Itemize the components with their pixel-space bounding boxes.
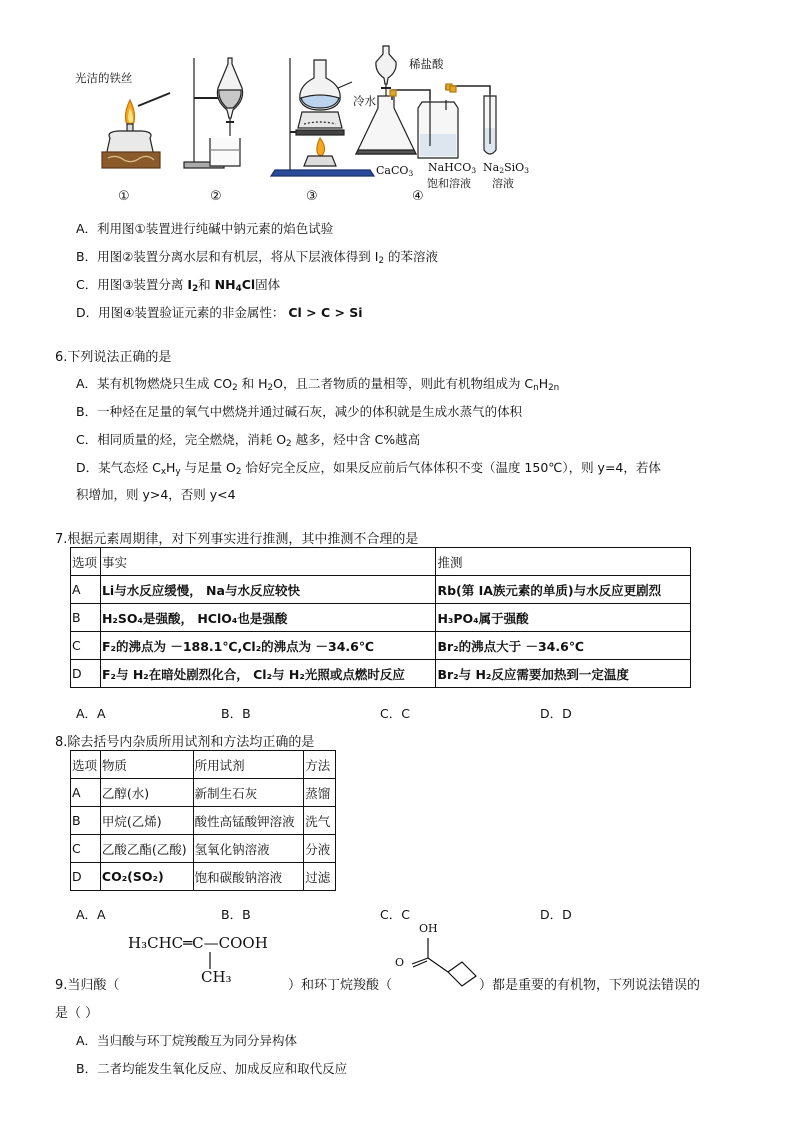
q7-table (70, 547, 691, 688)
table-row (71, 604, 691, 632)
q8-option-b: B．B (221, 907, 251, 922)
table-row (71, 576, 691, 604)
cyclobutane-carboxylic-acid-structure (402, 934, 482, 989)
q9-option-a: A．当归酸与环丁烷羧酸互为同分异构体 (76, 1033, 298, 1048)
q5-option-a: A．利用图①装置进行纯碱中钠元素的焰色试验 (76, 221, 334, 236)
table-cell: 乙酸乙酯(乙酸) (100, 835, 193, 863)
q5-option-b: B．用图②装置分离水层和有机层，将从下层液体得到 $I_2$ 的苯溶液 (76, 249, 439, 267)
table-cell: 分液 (304, 835, 336, 863)
angelic-acid-methyl: CH₃ (201, 968, 232, 986)
table-cell: 饱和碳酸钠溶液 (193, 863, 304, 891)
table-cell: A (71, 576, 101, 604)
q8-option-c: C．C (380, 907, 410, 922)
q9-option-b: B．二者均能发生氧化反应、加成反应和取代反应 (76, 1061, 348, 1076)
label-caco3: CaCO$_3$ (376, 164, 414, 178)
table-cell: CO₂(SO₂) (100, 863, 193, 891)
q7-option-d: D．D (540, 706, 572, 721)
q7-option-b: B．B (221, 706, 251, 721)
table-header-cell: 方法 (304, 751, 336, 779)
table-cell: C (71, 835, 101, 863)
q5-option-d: D．用图④装置验证元素的非金属性： Cl > C > Si (76, 305, 363, 320)
table-header-cell: 推测 (436, 548, 691, 576)
q6-option-d: D．某气态烃 $C_xH_y$ 与足量 $O_2$ 恰好完全反应，如果反应前后气体体积不变（温度 150℃），则 y=4，若体 (76, 460, 661, 478)
q8-stem: 8.除去括号内杂质所用试剂和方法均正确的是 (55, 735, 315, 750)
table-cell: 蒸馏 (304, 779, 336, 807)
table-cell: F₂与 H₂在暗处剧烈化合， Cl₂与 H₂光照或点燃时反应 (100, 660, 436, 688)
label-na2sio3-desc: 溶液 (492, 177, 514, 190)
table-header-cell: 选项 (71, 751, 101, 779)
table-row (71, 807, 336, 835)
label-cold-water: 冷水 (353, 94, 376, 108)
table-cell: 新制生石灰 (193, 779, 304, 807)
structure-o-label: O (395, 956, 405, 969)
table-cell: 洗气 (304, 807, 336, 835)
angelic-acid-formula: H₃CHC═C—COOH (128, 934, 268, 952)
label-iron-wire: 光洁的铁丝 (75, 71, 133, 85)
q5-option-c: C．用图③装置分离 $I_2$和 $NH_4Cl$固体 (76, 277, 281, 295)
table-cell: B (71, 807, 101, 835)
table-cell: H₃PO₄属于强酸 (436, 604, 691, 632)
q6-option-a: A．某有机物燃烧只生成 $CO_2$ 和 $H_2O$，且二者物质的量相等，则此有机物组成为 $C_nH_{2n}$ (76, 376, 560, 394)
label-nahco3: NaHCO$_3$ (428, 161, 477, 175)
table-header-row (71, 548, 691, 576)
q8-option-a: A．A (76, 907, 106, 922)
table-cell: Br₂与 H₂反应需要加热到一定温度 (436, 660, 691, 688)
table-cell: B (71, 604, 101, 632)
table-row (71, 779, 336, 807)
table-cell: Rb(第 ⅠA族元素的单质)与水反应更剧烈 (436, 576, 691, 604)
table-cell: 乙醇(水) (100, 779, 193, 807)
table-cell: A (71, 779, 101, 807)
table-cell: 酸性高锰酸钾溶液 (193, 807, 304, 835)
table-header-row (71, 751, 336, 779)
label-nahco3-desc: 饱和溶液 (427, 177, 471, 190)
table-header-cell: 选项 (71, 548, 101, 576)
q6-option-d-cont: 积增加，则 y>4，否则 y<4 (76, 487, 236, 502)
q6-option-c: C．相同质量的烃，完全燃烧，消耗 $O_2$ 越多，烃中含 C%越高 (76, 432, 421, 450)
table-cell: 甲烷(乙烯) (100, 807, 193, 835)
table-header-cell: 事实 (100, 548, 436, 576)
q8-option-d: D．D (540, 907, 572, 922)
figure-number-2: ② (210, 189, 222, 204)
label-dilute-hcl: 稀盐酸 (409, 57, 444, 71)
label-na2sio3: $Na_2SiO_3$ (483, 161, 530, 175)
q6-option-b: B．一种烃在足量的氧气中燃烧并通过碱石灰，减少的体积就是生成水蒸气的体积 (76, 404, 523, 419)
q8-table (70, 750, 336, 891)
q9-stem-part3: ）都是重要的有机物，下列说法错误的 (479, 978, 701, 993)
structure-oh-label: OH (419, 922, 438, 935)
table-cell: C (71, 632, 101, 660)
separatory-funnel-apparatus (184, 58, 243, 168)
table-cell: Br₂的沸点大于 －34.6℃ (436, 632, 691, 660)
table-row (71, 632, 691, 660)
table-cell: Li与水反应缓慢， Na与水反应较快 (100, 576, 436, 604)
table-header-cell: 所用试剂 (193, 751, 304, 779)
table-row (71, 863, 336, 891)
q9-stem-part4: 是（ ） (55, 1006, 99, 1021)
table-row (71, 835, 336, 863)
figure-number-4: ④ (412, 189, 424, 204)
q7-option-a: A．A (76, 706, 106, 721)
table-cell: D (71, 660, 101, 688)
q9-stem-part1: 9.当归酸（ (55, 978, 120, 993)
table-cell: F₂的沸点为 －188.1℃,Cl₂的沸点为 －34.6℃ (100, 632, 436, 660)
table-cell: D (71, 863, 101, 891)
apparatus-figure (70, 38, 540, 208)
table-row (71, 660, 691, 688)
sublimation-apparatus (271, 58, 374, 176)
q6-stem: 6.下列说法正确的是 (55, 350, 172, 365)
figure-number-3: ③ (306, 189, 318, 204)
alcohol-lamp-apparatus (102, 93, 170, 168)
q9-stem-part2: ）和环丁烷羧酸（ (288, 978, 393, 993)
table-cell: 过滤 (304, 863, 336, 891)
q7-option-c: C．C (380, 706, 410, 721)
table-cell: H₂SO₄是强酸， HClO₄也是强酸 (100, 604, 436, 632)
figure-number-1: ① (118, 189, 130, 204)
table-header-cell: 物质 (100, 751, 193, 779)
q7-stem: 7.根据元素周期律，对下列事实进行推测，其中推测不合理的是 (55, 532, 419, 547)
table-cell: 氢氧化钠溶液 (193, 835, 304, 863)
